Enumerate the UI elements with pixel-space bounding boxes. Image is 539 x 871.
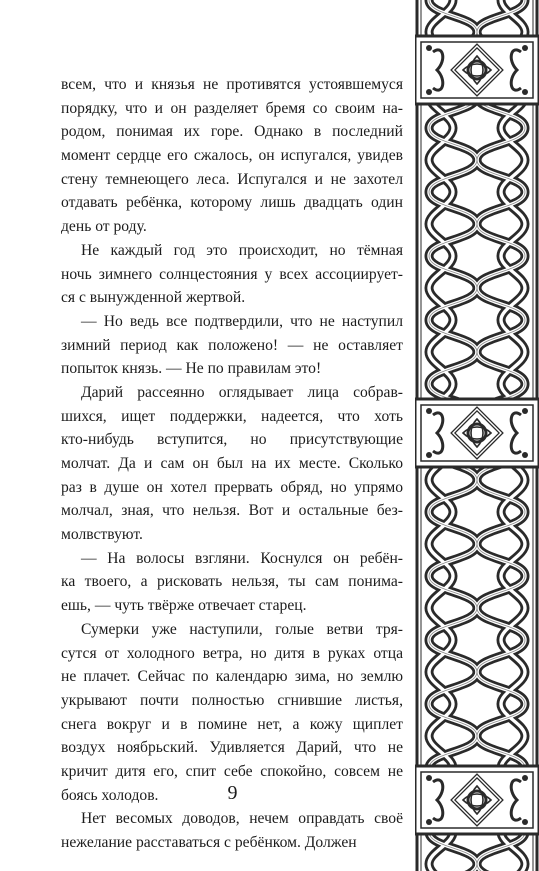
text-line: ночь зимнего солнцестояния у всех ассоциирует- [61,265,403,283]
text-line: порядку, что и он разделяет бремя со своим на- [61,99,403,117]
text-line: попыток князь. — Не по правилам это! [61,360,322,378]
text-line: — Но ведь все подтвердили, что не наступил [81,312,403,330]
text-line: нежелание расставаться с ребёнком. Должен [61,834,357,851]
text-line: снега вокруг и в помине нет, а кожу щиплет [61,715,403,733]
text-line: ешь, — чуть твёрже отвечает старец. [61,597,307,615]
text-line: молчал, зная, что нельзя. Вот и остальные без- [61,502,403,520]
text-line: всем, что и князья не противятся устоявшемуся [61,76,403,93]
paragraph [61,381,403,547]
text-line: шихся, ищет поддержки, надеется, что хоть [61,407,403,425]
paragraph [61,547,403,618]
text-line: ка твоего, а рисковать нельзя, ты сам понима- [61,573,403,591]
text-line: — На волосы взгляни. Коснулся он ребён- [81,549,403,567]
text-line: Дарий рассеянно оглядывает лица собрав- [81,383,403,401]
paragraph [61,807,403,854]
ornament-medallion-middle [415,399,539,467]
text-line: день от роду. [61,218,147,236]
text-line: укрывают почти полностью сгнившие листья, [61,691,403,709]
text-line: кричит дитя его, спит себе спокойно, совсем не [61,762,403,780]
celtic-knot-border-ornament [415,0,539,871]
text-line: зимний период как положено! — не оставляет [61,336,403,354]
paragraph [61,310,403,381]
paragraph [61,73,403,239]
paragraph [61,618,403,808]
text-line: раз в душе он хотел прервать обряд, но упрямо [61,478,403,496]
page-body-text [61,73,403,855]
ornament-medallion-bottom [415,766,539,834]
text-line: стену темнеющего леса. Испугался и не захотел [61,170,403,188]
ornament-medallion-top [415,36,539,104]
text-line: отдавать ребёнка, которому лишь двадцать один [61,194,403,212]
text-line: не плачет. Сейчас по календарю зима, но землю [61,668,403,686]
text-line: ся с вынужденной жертвой. [61,289,246,307]
page-number: 9 [227,782,238,804]
text-line: боясь холодов. [61,786,159,804]
text-line: воздух ноябрьский. Удивляется Дарий, что не [61,739,403,757]
text-line: Нет весомых доводов, нечем оправдать своё [81,810,403,828]
paragraph [61,239,403,310]
text-line: кто-нибудь вступится, но присутствующие [61,431,403,449]
text-line: молвствуют. [61,526,143,544]
text-line: родом, понимая их горе. Однако в последний [61,123,403,141]
text-line: Сумерки уже наступили, голые ветви тря- [81,620,403,638]
text-line: молчат. Да и сам он был на их месте. Сколько [61,455,403,472]
text-line: Не каждый год это происходит, но тёмная [81,241,403,259]
text-line: сутся от холодного ветра, но дитя в руках отца [61,644,403,662]
text-line: момент сердце его сжалось, он испугался, увидев [61,147,403,165]
